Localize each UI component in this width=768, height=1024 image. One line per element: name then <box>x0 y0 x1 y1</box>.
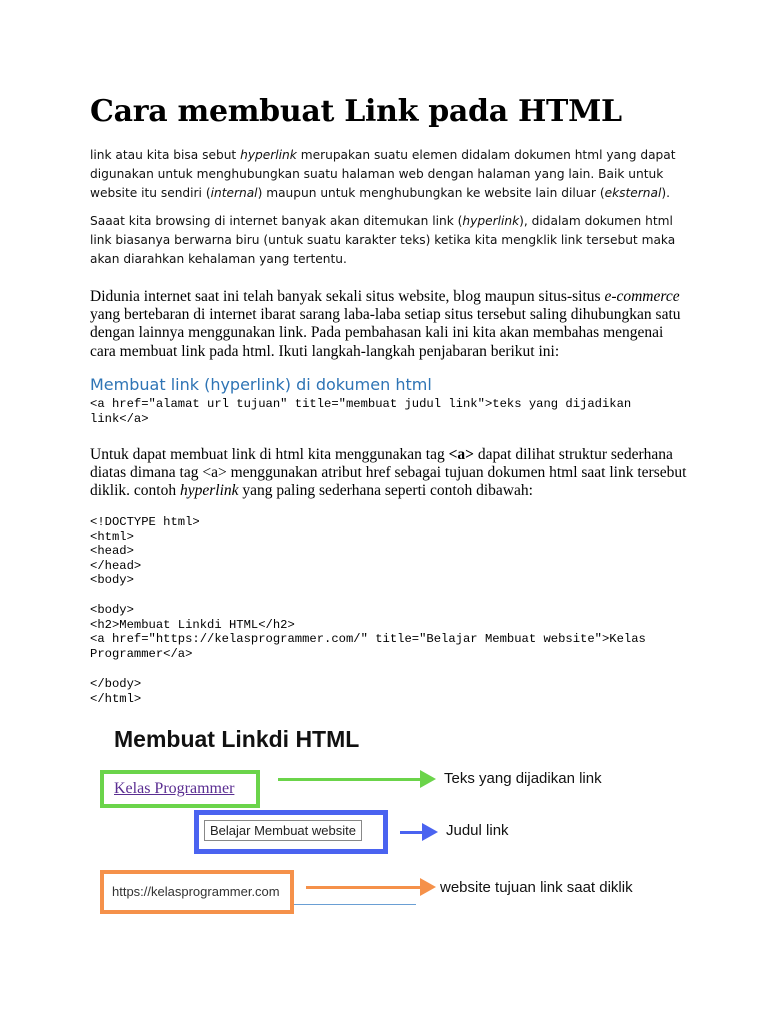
emphasis: hyperlink <box>240 148 297 162</box>
arrow-line-orange <box>306 886 420 889</box>
emphasis: eksternal <box>604 186 662 200</box>
text-run: yang bertebaran di internet ibarat sarang laba-laba setiap situs tersebut saling dihubungkan satu dengan lainnya menggunakan link. Pada pembahasan kali ini kita akan membahas mengenai cara membuat link pada html. Ikuti langkah-langkah penjabaran berikut ini: <box>90 306 681 360</box>
text-run: Saaat kita browsing di internet banyak akan ditemukan link ( <box>90 214 463 228</box>
example-figure <box>90 718 638 930</box>
arrow-right-icon <box>422 823 438 841</box>
intro-paragraph-2 <box>90 212 682 269</box>
text-run: link atau kita bisa sebut <box>90 148 241 162</box>
text-run: Untuk dapat membuat link di html kita menggunakan tag <box>90 446 449 463</box>
callout-url: website tujuan link saat diklik <box>440 879 633 896</box>
link-text-highlight <box>100 770 260 808</box>
intro-paragraph-1 <box>90 146 682 203</box>
text-run: yang paling sederhana seperti contoh dibawah: <box>238 482 533 500</box>
syntax-code: <a href="alamat url tujuan" title="membuat judul link">teks yang dijadikan link</a> <box>90 397 639 426</box>
arrow-right-icon <box>420 770 436 788</box>
status-bar-line <box>294 904 416 905</box>
text-run: merupakan suatu elemen didalam dokumen html yang dapat digunakan untuk menghubungkan suatu halaman web dengan halaman yang lain. Baik untuk website itu sendiri ( <box>90 148 676 200</box>
arrow-right-icon <box>420 878 436 896</box>
status-url: https://kelasprogrammer.com <box>112 884 280 899</box>
text-run: ) maupun untuk menghubungkan ke website lain diluar ( <box>257 186 605 200</box>
callout-link-text: Teks yang dijadikan link <box>444 770 602 787</box>
url-highlight <box>100 870 294 914</box>
emphasis: hyperlink <box>462 214 520 228</box>
section-heading: Membuat link (hyperlink) di dokumen html <box>90 375 432 394</box>
arrow-line-green <box>278 778 420 781</box>
emphasis: internal <box>210 186 258 200</box>
arrow-line-blue <box>400 831 422 834</box>
code-block-1: <!DOCTYPE html> <html> <head> </head> <body> <box>90 515 200 587</box>
code-block-2: <body> <h2>Membuat Linkdi HTML</h2> <a href="https://kelasprogrammer.com/" title="Belajar Membuat website">Kelas Programmer</a> <box>90 603 646 661</box>
title-highlight <box>194 810 388 854</box>
body-paragraph-1 <box>90 288 690 361</box>
figure-heading: Membuat Linkdi HTML <box>114 726 360 752</box>
emphasis: e-commerce <box>604 288 680 305</box>
text-run: dapat dilihat struktur sederhana diatas dimana tag <a> menggunakan atribut href sebagai tujuan dokumen html saat link tersebut diklik. contoh <box>90 446 687 500</box>
text-run: Didunia internet saat ini telah banyak sekali situs website, blog maupun situs-situs <box>90 288 605 305</box>
code-block-3: </body> </html> <box>90 677 142 706</box>
strong-text: <a> <box>448 446 475 463</box>
emphasis: hyperlink <box>179 482 239 500</box>
tooltip: Belajar Membuat website <box>204 820 362 841</box>
body-paragraph-2 <box>90 446 690 501</box>
text-run: ). <box>661 186 670 200</box>
callout-title: Judul link <box>446 822 509 839</box>
text-run: ), didalam dokumen html link biasanya berwarna biru (untuk suatu karakter teks) ketika kita mengklik link tersebut maka akan diarahkan kehalaman yang tertentu. <box>90 214 676 266</box>
page-title: Cara membuat Link pada HTML <box>90 94 622 129</box>
rendered-link[interactable]: Kelas Programmer <box>114 780 235 797</box>
